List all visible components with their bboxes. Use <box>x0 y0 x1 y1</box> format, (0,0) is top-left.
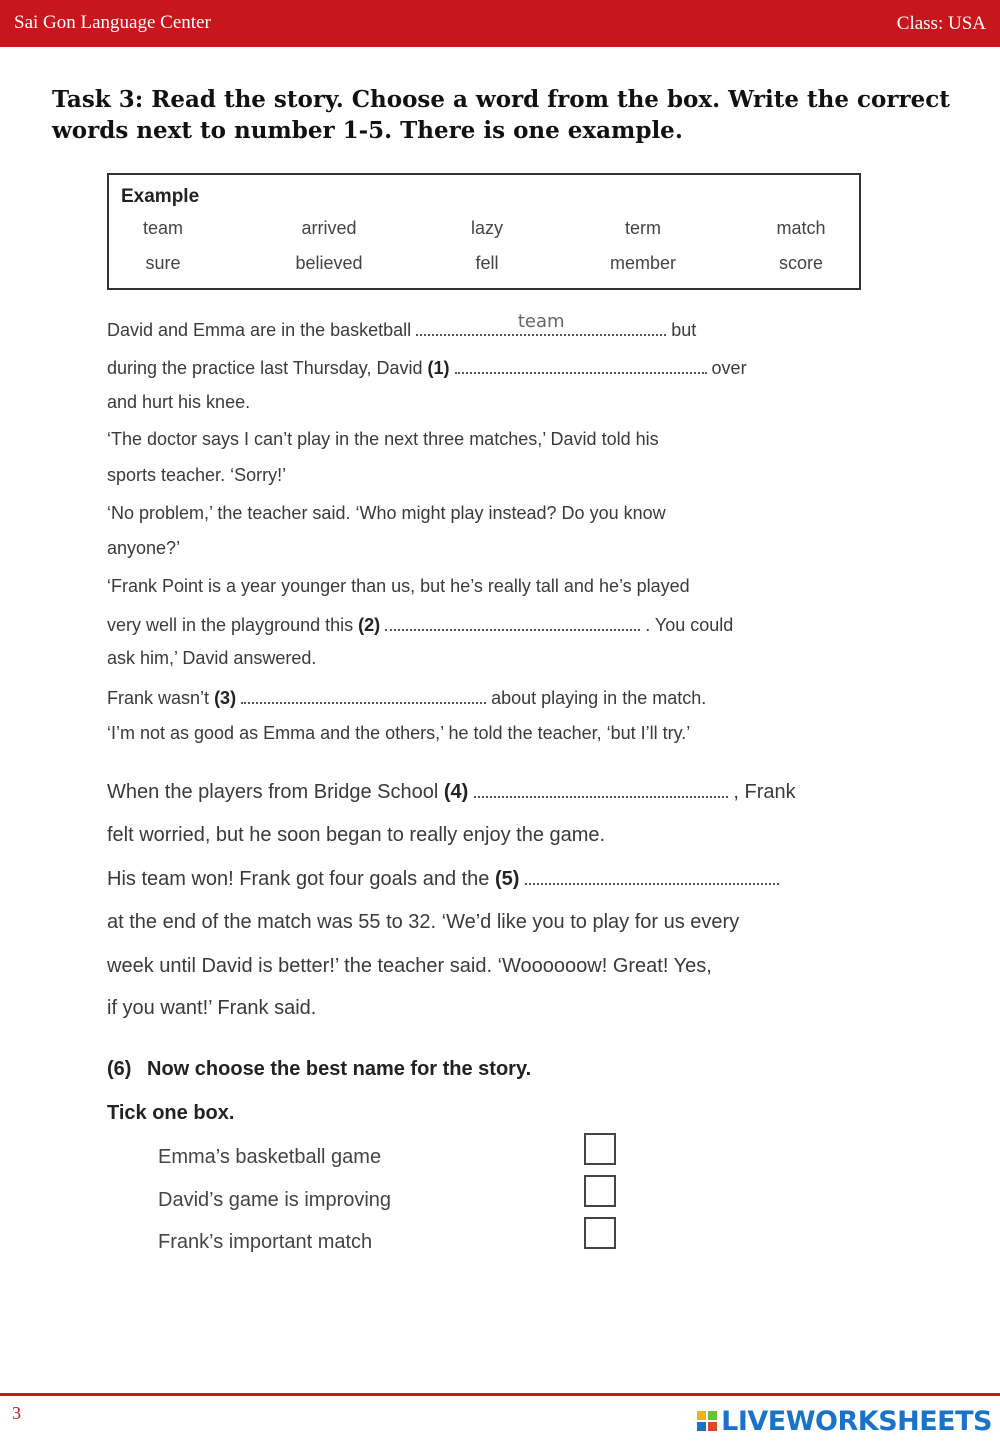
story-text: very well in the playground this <box>107 615 354 635</box>
story-line <box>107 613 733 636</box>
example-blank <box>416 311 666 336</box>
answer-blank-2[interactable] <box>385 613 640 631</box>
word-option: match <box>776 218 826 238</box>
answer-blank-3[interactable] <box>241 686 486 704</box>
question-6 <box>107 1058 531 1081</box>
word-box-label: Example <box>121 186 200 207</box>
word-option: team <box>142 218 184 238</box>
title-option: David’s game is improving <box>158 1189 392 1211</box>
tick-instruction: Tick one box. <box>107 1102 235 1124</box>
story-text: but <box>671 320 697 340</box>
word-option: lazy <box>470 218 503 238</box>
story-line: ‘No problem,’ the teacher said. ‘Who might play instead? Do you know <box>107 503 666 523</box>
word-option: term <box>625 218 661 238</box>
word-option: member <box>609 253 676 273</box>
story-text: , Frank <box>733 781 796 803</box>
title-option-checkbox[interactable] <box>584 1175 616 1207</box>
question-prompt: Now choose the best name for the story. <box>147 1058 532 1080</box>
page-header <box>0 0 1000 47</box>
question-number: (2) <box>358 615 381 635</box>
story-text: When the players from Bridge School <box>107 781 439 803</box>
story-text: during the practice last Thursday, David <box>107 358 423 378</box>
story-line: and hurt his knee. <box>107 392 251 412</box>
class-label: Class: USA <box>896 13 986 34</box>
story-text: about playing in the match. <box>491 688 707 708</box>
story-line: if you want!’ Frank said. <box>107 997 317 1019</box>
story-line <box>107 311 697 341</box>
logo-text: LIVEWORKSHEETS <box>721 1405 992 1437</box>
story-line: at the end of the match was 55 to 32. ‘We’d like you to play for us every <box>107 911 740 933</box>
story-line: week until David is better!’ the teacher said. ‘Woooooow! Great! Yes, <box>107 955 712 977</box>
question-number: (4) <box>443 781 469 803</box>
word-box <box>107 173 861 290</box>
title-option: Frank’s important match <box>158 1231 373 1253</box>
story-line: ask him,’ David answered. <box>107 648 317 668</box>
story-line: ‘The doctor says I can’t play in the next three matches,’ David told his <box>107 429 659 449</box>
story-text: . You could <box>645 615 734 635</box>
story-line <box>107 686 706 709</box>
answer-blank-1[interactable] <box>455 356 707 374</box>
story-line: sports teacher. ‘Sorry!’ <box>107 465 287 485</box>
liveworksheets-logo <box>697 1404 992 1438</box>
word-option: fell <box>475 253 499 273</box>
story-line: ‘I’m not as good as Emma and the others,’ he told the teacher, ‘but I’ll try.’ <box>107 723 691 743</box>
answer-blank-5[interactable] <box>525 867 779 885</box>
task-title: Task 3: Read the story. Choose a word from the box. Write the correct words next to number 1-5. There is one example. <box>52 86 950 144</box>
word-option: score <box>778 253 823 273</box>
story-text: Frank wasn’t <box>107 688 210 708</box>
story-line: ‘Frank Point is a year younger than us, but he’s really tall and he’s played <box>107 576 690 596</box>
word-option: believed <box>295 253 363 273</box>
footer-divider <box>0 1393 1000 1396</box>
answer-blank-4[interactable] <box>474 780 728 798</box>
question-number: (3) <box>214 688 237 708</box>
story-line <box>107 356 747 379</box>
logo-grid-icon <box>697 1411 717 1431</box>
title-option-checkbox[interactable] <box>584 1217 616 1249</box>
example-answer: team <box>517 311 565 332</box>
story-text: David and Emma are in the basketball <box>107 320 412 340</box>
word-option: sure <box>145 253 181 273</box>
story-line: felt worried, but he soon began to really enjoy the game. <box>107 824 606 846</box>
title-option: Emma’s basketball game <box>158 1146 382 1168</box>
question-number: (1) <box>427 358 450 378</box>
story-text: over <box>711 358 747 378</box>
page-number: 3 <box>12 1403 21 1423</box>
story-line <box>107 780 796 804</box>
word-option: arrived <box>301 218 357 238</box>
title-option-checkbox[interactable] <box>584 1133 616 1165</box>
center-name: Sai Gon Language Center <box>14 12 211 33</box>
story-line: anyone?’ <box>107 538 181 558</box>
question-number: (5) <box>494 868 520 890</box>
question-number: (6) <box>107 1058 132 1080</box>
story-text: His team won! Frank got four goals and the <box>107 868 490 890</box>
story-line <box>107 867 779 891</box>
